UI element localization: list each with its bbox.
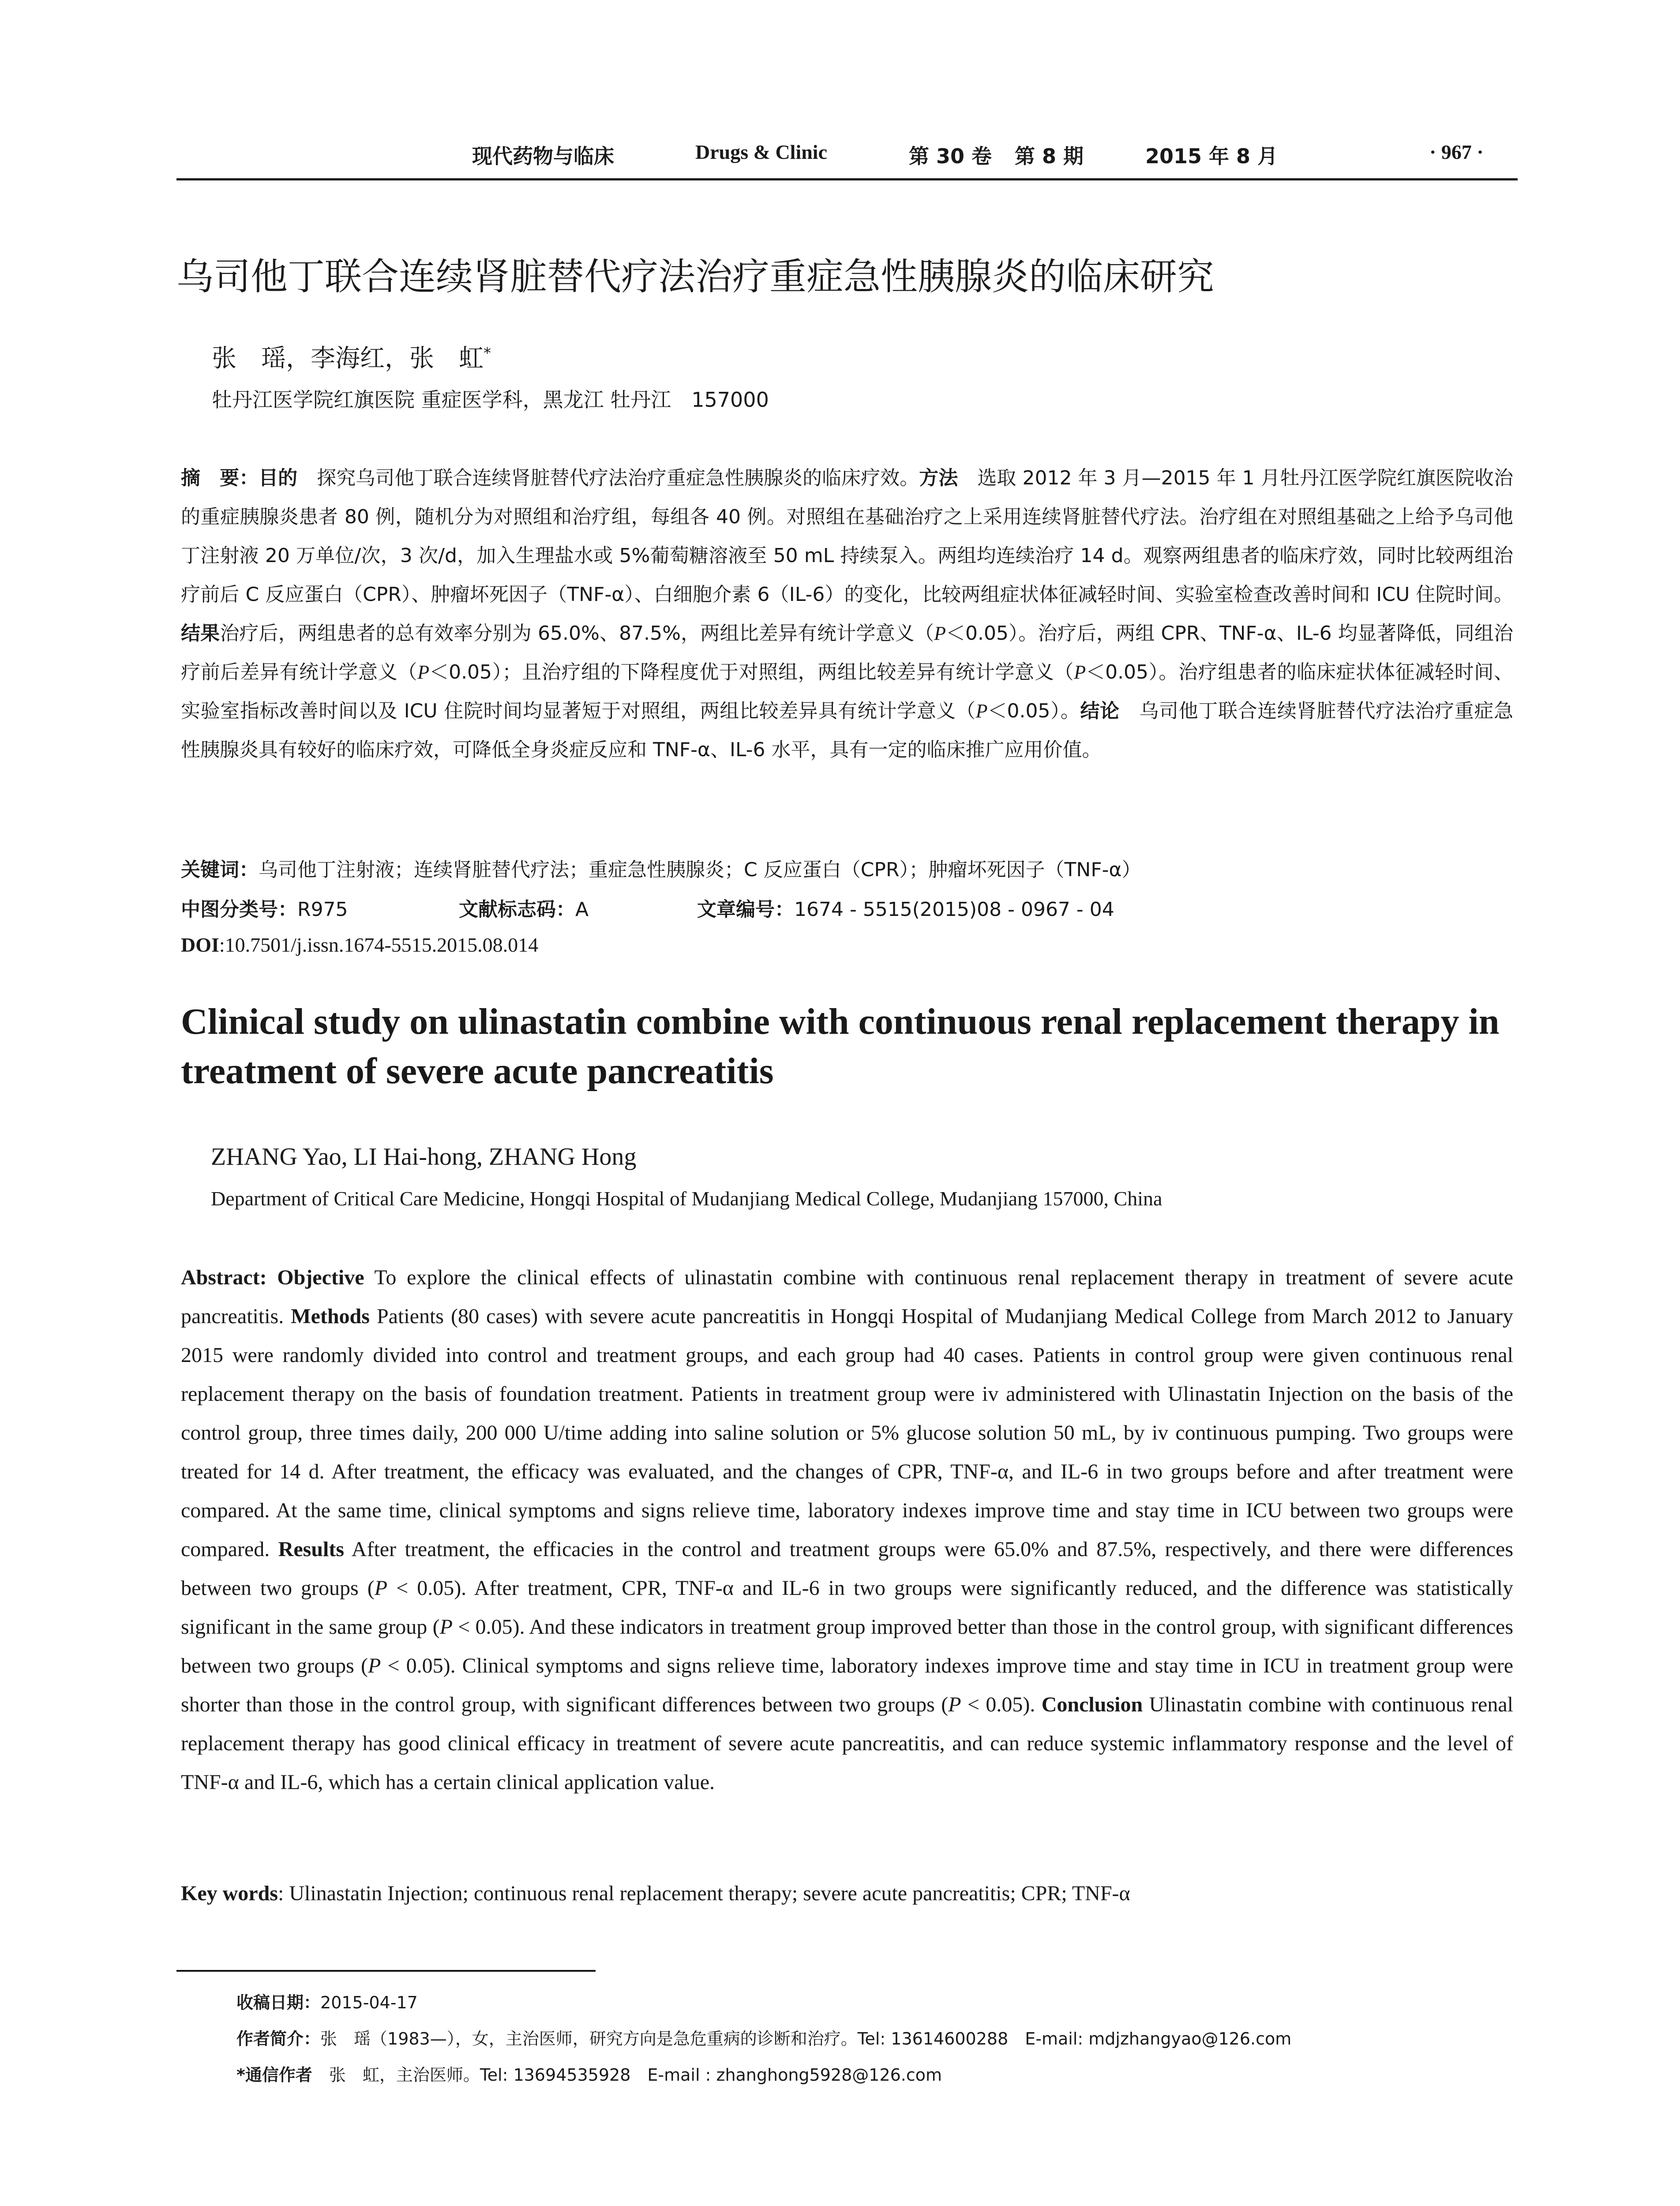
cn-author-names: 张 瑶，李海红，张 虹 [212,344,484,373]
cn-authors [212,339,491,374]
cn-keywords-line [181,854,1141,882]
cn-abstract [181,459,1513,769]
en-objective-text: To explore the clinical effects of ulinastatin combine with continuous renal replacement therapy in treatment of severe acute pancreatitis. [181,1266,1513,1328]
cn-results-text: ＜0.05）；且治疗组的下降程度优于对照组，两组比较差异有统计学意义（ [429,661,1074,683]
corresponding-author-line [236,2061,942,2086]
cn-results-text: ＜0.05）。 [987,700,1080,722]
doi-label: DOI [181,934,219,956]
cn-results-text: ＜0.05）。治疗后，两组 CPR、TNF-α、IL-6 均显著降低，同组治疗前后差异有统计学意义（ [181,622,1514,683]
doi: :10.7501/j.issn.1674-5515.2015.08.014 [219,934,539,956]
corresponding-label: *通信作者 [236,2065,312,2085]
doc-code: A [575,898,589,921]
en-keywords-label: Key words [181,1882,278,1905]
cn-results-text: 治疗后，两组患者的总有效率分别为 65.0%、87.5%，两组比差异有统计学意义（ [220,622,934,645]
en-results-text: < 0.05). [961,1693,1042,1716]
cn-objective-text: 探究乌司他丁联合连续肾脏替代疗法治疗重症急性胰腺炎的临床疗效。 [297,467,919,489]
en-methods-label: Methods [291,1305,370,1328]
cn-results-label: 结果 [181,622,220,645]
en-results-text: After treatment, the efficacies in the control and treatment groups were 65.0% and 87.5%, respectively, and there were differences between two groups ( [181,1538,1514,1600]
cn-results-text: ＜0.05）。治疗组患者的临床症状体征减轻时间、实验室指标改善时间以及 ICU 住院时间均显著短于对照组，两组比较差异具有统计学意义（ [181,661,1514,722]
p-symbol: P [417,661,430,683]
bio-label: 作者简介： [236,2029,321,2048]
en-affiliation: Department of Critical Care Medicine, Hongqi Hospital of Mudanjiang Medical College, Mudanjiang 157000, China [211,1187,1162,1210]
en-title: Clinical study on ulinastatin combine with continuous renal replacement therapy in treatment of severe acute pancreatitis [181,1001,1500,1092]
footnote-rule [176,1970,596,1972]
en-results-text: < 0.05). Clinical symptoms and signs relieve time, laboratory indexes improve time and stay time in ICU in treatment group were shorter than those in the control group, with significant differences between two groups ( [181,1654,1514,1716]
en-results-text: < 0.05). And these indicators in treatment group improved better than those in the control group, with significant differences between two groups ( [181,1615,1514,1677]
issue-date: 2015 年 8 月 [1145,144,1278,168]
author-bio-line [236,2025,1291,2049]
p-symbol: P [1074,661,1086,683]
cn-keywords: 乌司他丁注射液；连续肾脏替代疗法；重症急性胰腺炎；C 反应蛋白（CPR）；肿瘤坏死因子（TNF-α） [259,859,1141,881]
received-date: 2015-04-17 [320,1993,418,2012]
received-label: 收稿日期： [236,1993,321,2012]
cn-classification-line [181,893,348,922]
issue: 第 8 期 [1015,144,1084,168]
p-symbol: P [934,623,946,644]
cn-keywords-label: 关键词： [181,859,259,881]
cn-methods-label: 方法 [919,467,958,489]
en-methods-text: Patients (80 cases) with severe acute pancreatitis in Hongqi Hospital of Mudanjiang Medical College from March 2012 to January 2015 were randomly divided into control and treatment groups, and each group had 40 cases. Patients in control group were given continuous renal replacement therapy on the basis of foundation treatment. Patients in treatment group were iv administered with Ulinastatin Injection on the basis of the control group, three times daily, 200 000 U/time adding into saline solution or 5% glucose solution 50 mL, by iv continuous pumping. Two groups were treated for 14 d. After treatment, the efficacy was evaluated, and the changes of CPR, TNF-α, and IL-6 in two groups before and after treatment were compared. At the same time, clinical symptoms and signs relieve time, laboratory indexes improve time and stay time in ICU between two groups were compared. [181,1305,1513,1561]
en-conclusion-label: Conclusion [1041,1693,1143,1716]
doc-code-label: 文献标志码： [459,898,575,921]
en-results-text: < 0.05). After treatment, CPR, TNF-α and IL-6 in two groups were significantly reduced, and the difference was statistically significant in the same group ( [181,1576,1514,1639]
cn-methods-text: 选取 2012 年 3 月—2015 年 1 月牡丹江医学院红旗医院收治的重症胰腺炎患者 80 例，随机分为对照组和治疗组，每组各 40 例。对照组在基础治疗之上采用连续肾脏替代疗法。治疗组在对照组基础之上给予乌司他丁注射液 20 万单位/次，3 次/d，加入生理盐水或 5%葡萄糖溶液至 50 mL 持续泵入。两组均连续治疗 14 d。观察两组患者的临床疗效，同时比较两组治疗前后 C 反应蛋白（CPR）、肿瘤坏死因子（TNF-α）、白细胞介素 6（IL-6）的变化，比较两组症状体征减轻时间、实验室检查改善时间和 ICU 住院时间。 [181,467,1514,606]
p-symbol: P [948,1693,961,1716]
p-symbol: P [975,700,988,722]
cn-title: 乌司他丁联合连续肾脏替代疗法治疗重症急性胰腺炎的临床研究 [176,255,1215,298]
cn-affiliation: 牡丹江医学院红旗医院 重症医学科，黑龙江 牡丹江 157000 [212,388,769,412]
clc-number: R975 [297,898,348,921]
cn-doc-code-line [459,893,589,922]
running-header [176,140,1518,176]
cn-objective-label: 目的 [259,467,298,489]
cn-conclusion-label: 结论 [1080,700,1120,722]
p-symbol: P [368,1654,381,1677]
cn-article-id-line [697,893,1114,922]
volume: 第 30 卷 [909,144,992,168]
p-symbol: P [439,1615,453,1639]
clc-label: 中图分类号： [181,898,297,921]
en-conclusion-text: Ulinastatin combine with continuous renal replacement therapy has good clinical efficacy in treatment of severe acute pancreatitis, and can reduce systemic inflammatory response and the level of TNF-α and IL-6, which has a certain clinical application value. [181,1693,1513,1794]
p-symbol: P [374,1576,388,1600]
journal-name-cn: 现代药物与临床 [472,144,614,168]
doi-line [181,933,538,957]
en-results-label: Results [278,1538,345,1561]
en-keywords: : Ulinastatin Injection; continuous renal replacement therapy; severe acute pancreatitis; CPR; TNF-α [278,1882,1130,1905]
header-rule [176,178,1518,180]
article-id-label: 文章编号： [697,898,794,921]
cn-abstract-label: 摘 要： [181,467,259,489]
page-number: · 967 · [1429,141,1484,163]
author-bio: 张 瑶（1983—），女，主治医师，研究方向是急危重病的诊断和治疗。Tel: 13614600288 E-mail: mdjzhangyao@126.com [320,2029,1292,2048]
en-abstract [181,1258,1513,1802]
corresponding-author: 张 虹，主治医师。Tel: 13694535928 E-mail : zhanghong5928@126.com [312,2065,942,2085]
received-date-line [236,1989,418,2013]
journal-name-en: Drugs & Clinic [695,141,827,163]
en-abstract-label: Abstract: Objective [181,1266,364,1289]
corresponding-mark: * [484,344,491,362]
article-id: 1674 - 5515(2015)08 - 0967 - 04 [794,898,1114,921]
cn-conclusion-text: 乌司他丁联合连续肾脏替代疗法治疗重症急性胰腺炎具有较好的临床疗效，可降低全身炎症反应和 TNF-α、IL-6 水平，具有一定的临床推广应用价值。 [181,700,1514,761]
en-keywords-line [181,1881,1130,1906]
en-authors: ZHANG Yao, LI Hai-hong, ZHANG Hong [211,1143,637,1171]
